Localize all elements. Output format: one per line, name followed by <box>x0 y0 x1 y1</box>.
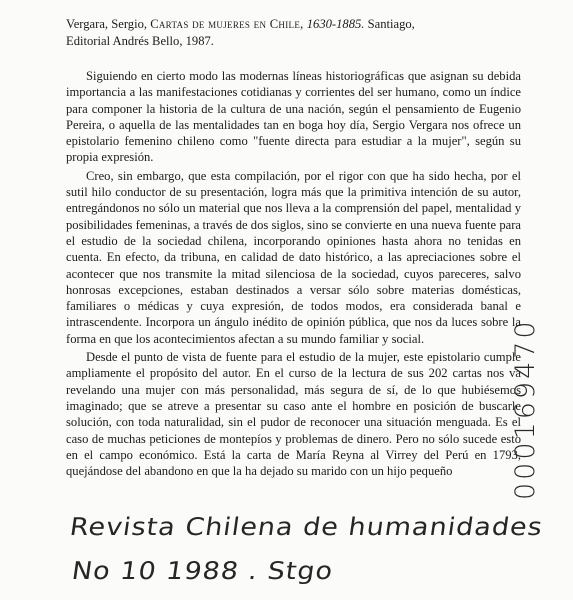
book-citation <box>66 16 526 50</box>
paragraph: Desde el punto de vista de fuente para el estudio de la mujer, este epistolario cumple ampliamente el propósito del autor. En el curso de la lectura de sus 202 cartas nos va revelando una mujer con más personalidad, más segura de sí, de lo que hubiésemos imaginado; que se atreve a presentar su caso ante el hombre en posición de buscarle solución, con toda naturalidad, sin el pudor de reconocer una situación menguada. Es el caso de muchas peticiones de montepíos y problemas de dinero. Pero no sólo sucede esto en el campo económico. Está la carta de María Reyna al Virrey del Perú en 1793, quejándose del abandono en que la ha dejado su marido con un hijo pequeño <box>66 350 521 479</box>
citation-publisher: Editorial Andrés Bello, 1987. <box>66 34 214 48</box>
review-body <box>66 68 521 481</box>
archive-number-stamp: 000169470 <box>510 318 541 500</box>
citation-title: Cartas de mujeres en Chile, <box>150 17 304 31</box>
paragraph: Creo, sin embargo, que esta compilación, por el rigor con que ha sido hecha, por el sutil hilo conductor de su presentación, logra más que la primitiva intención de su autor, entregándonos no sólo un material que nos lleva a la comprensión del papel, mentalidad y posibilidades femeninas, a través de dos siglos, sino se convierte en una nueva fuente para el estudio de la sociedad chilena, incorporando opiniones hasta ahora no tenidas en cuenta. En efecto, da tribuna, en calidad de dato histórico, a las apreciaciones sobre el acontecer que nos transmite la mitad silenciosa de la sociedad, cuyos pareceres, salvo honrosas excepciones, estaban destinados a versar sólo sobre materias domésticas, familiares o médicas y cuya expresión, de todos modos, era considerada banal e intrascendente. Incorpora un ángulo inédito de opinión pública, que nos da luces sobre la forma en que los acontecimientos afectan a su mundo familiar y social. <box>66 168 521 346</box>
citation-years: 1630-1885. <box>306 17 365 31</box>
citation-place: Santiago, <box>367 17 415 31</box>
handwritten-source-line: Revista Chilena de humanidades <box>68 513 545 542</box>
handwritten-issue-line: No 10 1988 . Stgo <box>70 557 336 586</box>
citation-author: Vergara, Sergio, <box>66 17 148 31</box>
paragraph: Siguiendo en cierto modo las modernas líneas historiográficas que asignan su debida importancia a las manifestaciones cotidianas y corrientes del ser humano, como un índice para componer la historia de la cultura de una nación, según el pensamiento de Eugenio Pereira, o aquella de las mentalidades tan en boga hoy día, Sergio Vergara nos ofrece un epistolario femenino chileno como "fuente directa para estudiar a la mujer", según su propia expresión. <box>66 69 521 165</box>
